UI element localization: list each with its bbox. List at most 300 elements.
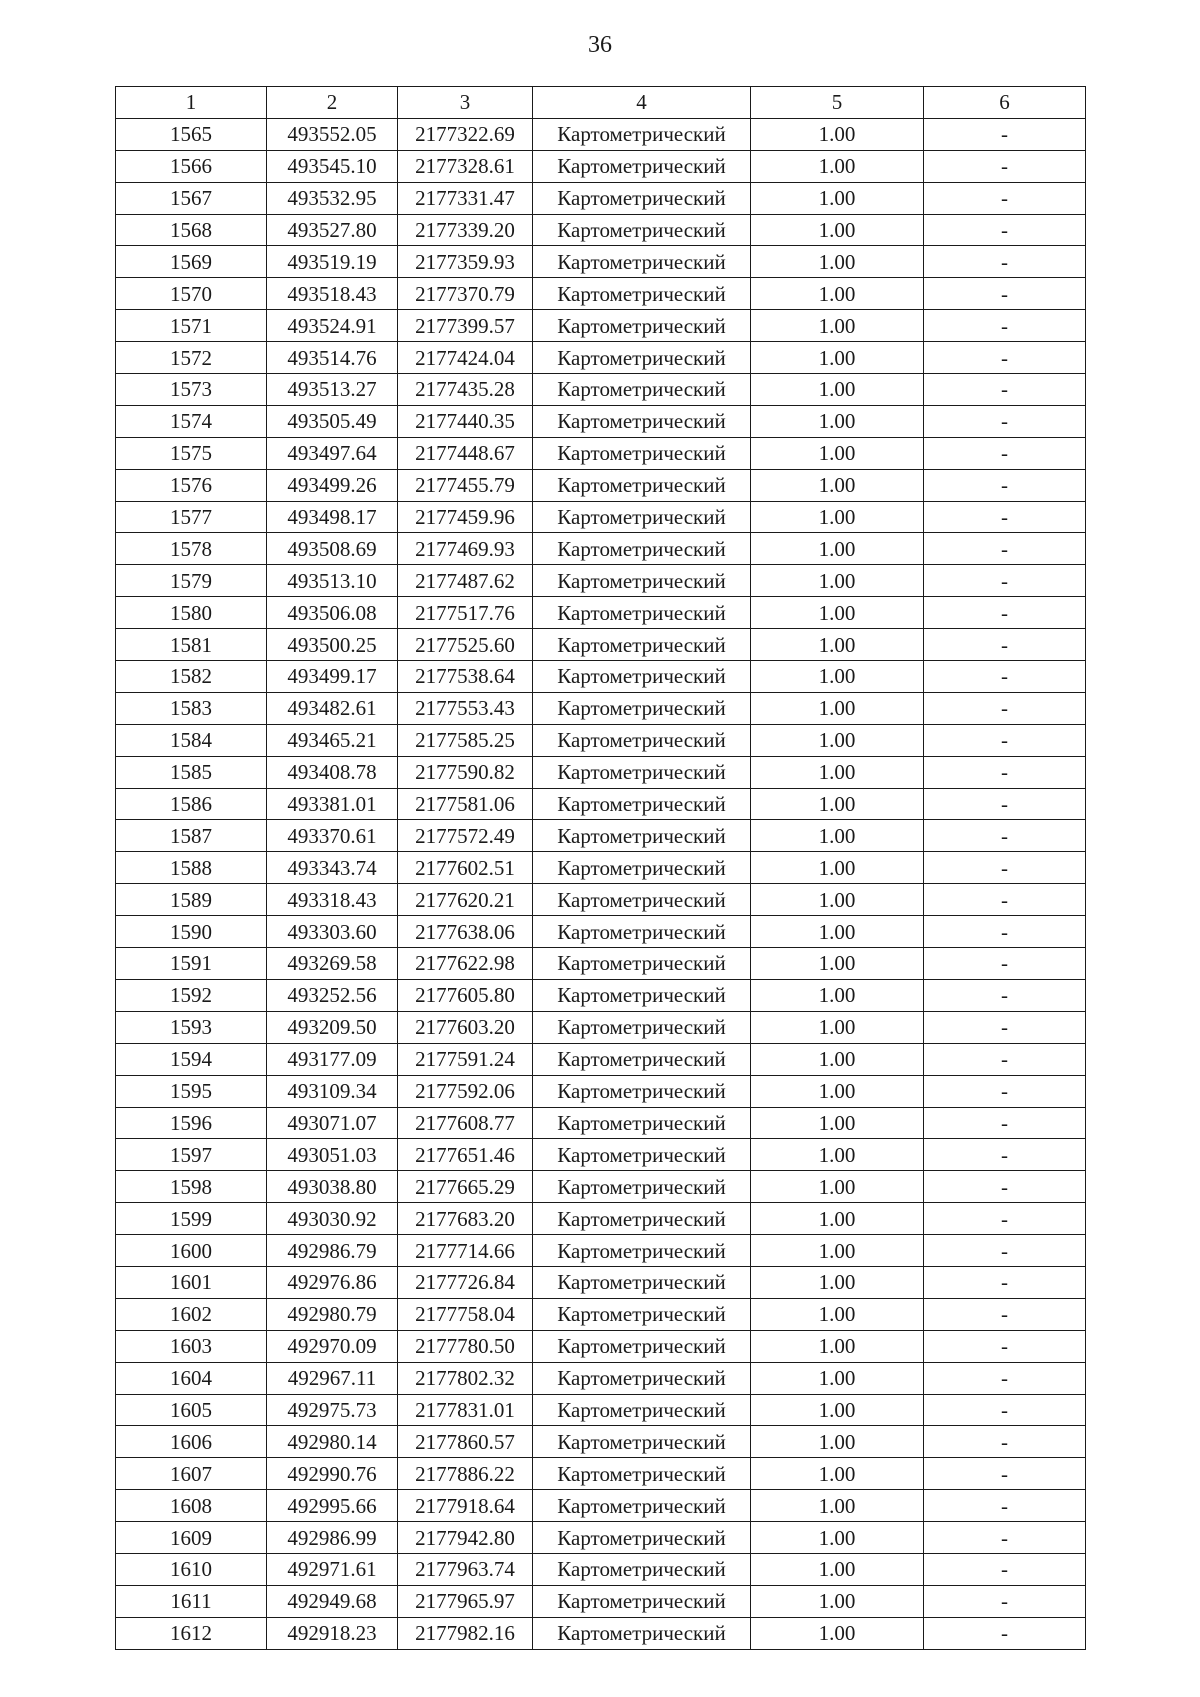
x-coordinate-cell: 493552.05 — [267, 118, 398, 150]
y-coordinate-cell: 2177665.29 — [398, 1171, 533, 1203]
point-number-cell: 1569 — [116, 246, 267, 278]
accuracy-cell: 1.00 — [751, 310, 924, 342]
y-coordinate-cell: 2177780.50 — [398, 1330, 533, 1362]
x-coordinate-cell: 492980.14 — [267, 1426, 398, 1458]
point-number-cell: 1579 — [116, 565, 267, 597]
accuracy-cell: 1.00 — [751, 118, 924, 150]
y-coordinate-cell: 2177572.49 — [398, 820, 533, 852]
accuracy-cell: 1.00 — [751, 214, 924, 246]
x-coordinate-cell: 492918.23 — [267, 1617, 398, 1649]
x-coordinate-cell: 493408.78 — [267, 756, 398, 788]
column-header-4: 4 — [533, 87, 751, 119]
accuracy-cell: 1.00 — [751, 1298, 924, 1330]
table-row — [116, 1011, 1086, 1043]
x-coordinate-cell: 493318.43 — [267, 884, 398, 916]
table-row — [116, 405, 1086, 437]
table-row — [116, 1394, 1086, 1426]
point-number-cell: 1607 — [116, 1458, 267, 1490]
table-row — [116, 1203, 1086, 1235]
note-cell: - — [924, 629, 1086, 661]
point-number-cell: 1570 — [116, 278, 267, 310]
method-cell: Картометрический — [533, 1490, 751, 1522]
method-cell: Картометрический — [533, 533, 751, 565]
accuracy-cell: 1.00 — [751, 501, 924, 533]
note-cell: - — [924, 1490, 1086, 1522]
point-number-cell: 1582 — [116, 661, 267, 693]
accuracy-cell: 1.00 — [751, 533, 924, 565]
accuracy-cell: 1.00 — [751, 692, 924, 724]
accuracy-cell: 1.00 — [751, 1522, 924, 1554]
note-cell: - — [924, 1330, 1086, 1362]
y-coordinate-cell: 2177538.64 — [398, 661, 533, 693]
table-row — [116, 1490, 1086, 1522]
method-cell: Картометрический — [533, 374, 751, 406]
point-number-cell: 1596 — [116, 1107, 267, 1139]
x-coordinate-cell: 493252.56 — [267, 979, 398, 1011]
method-cell: Картометрический — [533, 150, 751, 182]
x-coordinate-cell: 493498.17 — [267, 501, 398, 533]
accuracy-cell: 1.00 — [751, 437, 924, 469]
point-number-cell: 1573 — [116, 374, 267, 406]
note-cell: - — [924, 1043, 1086, 1075]
note-cell: - — [924, 310, 1086, 342]
note-cell: - — [924, 1426, 1086, 1458]
point-number-cell: 1589 — [116, 884, 267, 916]
x-coordinate-cell: 493071.07 — [267, 1107, 398, 1139]
method-cell: Картометрический — [533, 884, 751, 916]
accuracy-cell: 1.00 — [751, 884, 924, 916]
accuracy-cell: 1.00 — [751, 1139, 924, 1171]
accuracy-cell: 1.00 — [751, 150, 924, 182]
accuracy-cell: 1.00 — [751, 1617, 924, 1649]
y-coordinate-cell: 2177605.80 — [398, 979, 533, 1011]
table-row — [116, 150, 1086, 182]
accuracy-cell: 1.00 — [751, 1585, 924, 1617]
table-row — [116, 533, 1086, 565]
method-cell: Картометрический — [533, 1617, 751, 1649]
accuracy-cell: 1.00 — [751, 1394, 924, 1426]
x-coordinate-cell: 492971.61 — [267, 1553, 398, 1585]
method-cell: Картометрический — [533, 501, 751, 533]
point-number-cell: 1575 — [116, 437, 267, 469]
point-number-cell: 1603 — [116, 1330, 267, 1362]
y-coordinate-cell: 2177487.62 — [398, 565, 533, 597]
accuracy-cell: 1.00 — [751, 182, 924, 214]
accuracy-cell: 1.00 — [751, 916, 924, 948]
method-cell: Картометрический — [533, 565, 751, 597]
note-cell: - — [924, 246, 1086, 278]
table-header — [116, 87, 1086, 119]
table-row — [116, 1235, 1086, 1267]
y-coordinate-cell: 2177608.77 — [398, 1107, 533, 1139]
x-coordinate-cell: 493532.95 — [267, 182, 398, 214]
accuracy-cell: 1.00 — [751, 724, 924, 756]
table-row — [116, 1266, 1086, 1298]
accuracy-cell: 1.00 — [751, 405, 924, 437]
note-cell: - — [924, 533, 1086, 565]
x-coordinate-cell: 492995.66 — [267, 1490, 398, 1522]
table-row — [116, 1617, 1086, 1649]
accuracy-cell: 1.00 — [751, 1266, 924, 1298]
note-cell: - — [924, 1553, 1086, 1585]
point-number-cell: 1568 — [116, 214, 267, 246]
y-coordinate-cell: 2177455.79 — [398, 469, 533, 501]
x-coordinate-cell: 492990.76 — [267, 1458, 398, 1490]
x-coordinate-cell: 493030.92 — [267, 1203, 398, 1235]
y-coordinate-cell: 2177370.79 — [398, 278, 533, 310]
accuracy-cell: 1.00 — [751, 1107, 924, 1139]
accuracy-cell: 1.00 — [751, 820, 924, 852]
y-coordinate-cell: 2177435.28 — [398, 374, 533, 406]
point-number-cell: 1611 — [116, 1585, 267, 1617]
table-row — [116, 661, 1086, 693]
y-coordinate-cell: 2177918.64 — [398, 1490, 533, 1522]
table-row — [116, 1075, 1086, 1107]
method-cell: Картометрический — [533, 1107, 751, 1139]
y-coordinate-cell: 2177328.61 — [398, 150, 533, 182]
y-coordinate-cell: 2177525.60 — [398, 629, 533, 661]
point-number-cell: 1567 — [116, 182, 267, 214]
x-coordinate-cell: 493109.34 — [267, 1075, 398, 1107]
point-number-cell: 1588 — [116, 852, 267, 884]
accuracy-cell: 1.00 — [751, 1011, 924, 1043]
note-cell: - — [924, 1522, 1086, 1554]
point-number-cell: 1598 — [116, 1171, 267, 1203]
x-coordinate-cell: 493038.80 — [267, 1171, 398, 1203]
note-cell: - — [924, 1394, 1086, 1426]
method-cell: Картометрический — [533, 1522, 751, 1554]
point-number-cell: 1599 — [116, 1203, 267, 1235]
accuracy-cell: 1.00 — [751, 979, 924, 1011]
method-cell: Картометрический — [533, 214, 751, 246]
y-coordinate-cell: 2177963.74 — [398, 1553, 533, 1585]
y-coordinate-cell: 2177802.32 — [398, 1362, 533, 1394]
table-row — [116, 469, 1086, 501]
note-cell: - — [924, 820, 1086, 852]
method-cell: Картометрический — [533, 1171, 751, 1203]
accuracy-cell: 1.00 — [751, 948, 924, 980]
method-cell: Картометрический — [533, 724, 751, 756]
table-row — [116, 1298, 1086, 1330]
table-row — [116, 1171, 1086, 1203]
y-coordinate-cell: 2177638.06 — [398, 916, 533, 948]
note-cell: - — [924, 1107, 1086, 1139]
accuracy-cell: 1.00 — [751, 788, 924, 820]
note-cell: - — [924, 469, 1086, 501]
header-row — [116, 87, 1086, 119]
method-cell: Картометрический — [533, 118, 751, 150]
accuracy-cell: 1.00 — [751, 278, 924, 310]
y-coordinate-cell: 2177982.16 — [398, 1617, 533, 1649]
accuracy-cell: 1.00 — [751, 374, 924, 406]
x-coordinate-cell: 492986.79 — [267, 1235, 398, 1267]
accuracy-cell: 1.00 — [751, 1362, 924, 1394]
y-coordinate-cell: 2177424.04 — [398, 342, 533, 374]
y-coordinate-cell: 2177831.01 — [398, 1394, 533, 1426]
note-cell: - — [924, 1171, 1086, 1203]
y-coordinate-cell: 2177592.06 — [398, 1075, 533, 1107]
table-row — [116, 788, 1086, 820]
x-coordinate-cell: 493513.27 — [267, 374, 398, 406]
y-coordinate-cell: 2177714.66 — [398, 1235, 533, 1267]
accuracy-cell: 1.00 — [751, 629, 924, 661]
method-cell: Картометрический — [533, 1553, 751, 1585]
table-row — [116, 692, 1086, 724]
accuracy-cell: 1.00 — [751, 1553, 924, 1585]
note-cell: - — [924, 1011, 1086, 1043]
point-number-cell: 1580 — [116, 597, 267, 629]
point-number-cell: 1600 — [116, 1235, 267, 1267]
table-row — [116, 1330, 1086, 1362]
note-cell: - — [924, 756, 1086, 788]
note-cell: - — [924, 1458, 1086, 1490]
method-cell: Картометрический — [533, 1075, 751, 1107]
table-row — [116, 437, 1086, 469]
accuracy-cell: 1.00 — [751, 1458, 924, 1490]
table-row — [116, 118, 1086, 150]
method-cell: Картометрический — [533, 310, 751, 342]
x-coordinate-cell: 492967.11 — [267, 1362, 398, 1394]
accuracy-cell: 1.00 — [751, 246, 924, 278]
x-coordinate-cell: 493209.50 — [267, 1011, 398, 1043]
table-row — [116, 948, 1086, 980]
x-coordinate-cell: 493500.25 — [267, 629, 398, 661]
method-cell: Картометрический — [533, 756, 751, 788]
y-coordinate-cell: 2177590.82 — [398, 756, 533, 788]
table-row — [116, 916, 1086, 948]
accuracy-cell: 1.00 — [751, 1235, 924, 1267]
y-coordinate-cell: 2177620.21 — [398, 884, 533, 916]
point-number-cell: 1576 — [116, 469, 267, 501]
note-cell: - — [924, 661, 1086, 693]
x-coordinate-cell: 493513.10 — [267, 565, 398, 597]
note-cell: - — [924, 1266, 1086, 1298]
method-cell: Картометрический — [533, 278, 751, 310]
note-cell: - — [924, 1617, 1086, 1649]
method-cell: Картометрический — [533, 629, 751, 661]
point-number-cell: 1612 — [116, 1617, 267, 1649]
x-coordinate-cell: 493514.76 — [267, 342, 398, 374]
note-cell: - — [924, 565, 1086, 597]
note-cell: - — [924, 948, 1086, 980]
table-row — [116, 1362, 1086, 1394]
method-cell: Картометрический — [533, 1362, 751, 1394]
method-cell: Картометрический — [533, 469, 751, 501]
y-coordinate-cell: 2177683.20 — [398, 1203, 533, 1235]
method-cell: Картометрический — [533, 1394, 751, 1426]
accuracy-cell: 1.00 — [751, 1171, 924, 1203]
accuracy-cell: 1.00 — [751, 756, 924, 788]
x-coordinate-cell: 492976.86 — [267, 1266, 398, 1298]
y-coordinate-cell: 2177602.51 — [398, 852, 533, 884]
method-cell: Картометрический — [533, 1426, 751, 1458]
table-row — [116, 565, 1086, 597]
y-coordinate-cell: 2177965.97 — [398, 1585, 533, 1617]
y-coordinate-cell: 2177585.25 — [398, 724, 533, 756]
x-coordinate-cell: 492975.73 — [267, 1394, 398, 1426]
accuracy-cell: 1.00 — [751, 1043, 924, 1075]
method-cell: Картометрический — [533, 788, 751, 820]
table-row — [116, 1553, 1086, 1585]
y-coordinate-cell: 2177322.69 — [398, 118, 533, 150]
y-coordinate-cell: 2177440.35 — [398, 405, 533, 437]
method-cell: Картометрический — [533, 916, 751, 948]
x-coordinate-cell: 493177.09 — [267, 1043, 398, 1075]
point-number-cell: 1583 — [116, 692, 267, 724]
method-cell: Картометрический — [533, 1330, 751, 1362]
note-cell: - — [924, 788, 1086, 820]
x-coordinate-cell: 493370.61 — [267, 820, 398, 852]
table-row — [116, 278, 1086, 310]
method-cell: Картометрический — [533, 1458, 751, 1490]
y-coordinate-cell: 2177448.67 — [398, 437, 533, 469]
y-coordinate-cell: 2177517.76 — [398, 597, 533, 629]
note-cell: - — [924, 182, 1086, 214]
method-cell: Картометрический — [533, 437, 751, 469]
x-coordinate-cell: 493482.61 — [267, 692, 398, 724]
column-header-2: 2 — [267, 87, 398, 119]
method-cell: Картометрический — [533, 597, 751, 629]
point-number-cell: 1574 — [116, 405, 267, 437]
method-cell: Картометрический — [533, 1203, 751, 1235]
method-cell: Картометрический — [533, 342, 751, 374]
method-cell: Картометрический — [533, 1235, 751, 1267]
column-header-1: 1 — [116, 87, 267, 119]
note-cell: - — [924, 278, 1086, 310]
x-coordinate-cell: 493497.64 — [267, 437, 398, 469]
x-coordinate-cell: 493381.01 — [267, 788, 398, 820]
point-number-cell: 1566 — [116, 150, 267, 182]
table-row — [116, 979, 1086, 1011]
accuracy-cell: 1.00 — [751, 469, 924, 501]
table-row — [116, 1107, 1086, 1139]
x-coordinate-cell: 493465.21 — [267, 724, 398, 756]
note-cell: - — [924, 852, 1086, 884]
point-number-cell: 1608 — [116, 1490, 267, 1522]
point-number-cell: 1577 — [116, 501, 267, 533]
point-number-cell: 1601 — [116, 1266, 267, 1298]
point-number-cell: 1602 — [116, 1298, 267, 1330]
y-coordinate-cell: 2177339.20 — [398, 214, 533, 246]
table-row — [116, 1139, 1086, 1171]
coordinates-table — [115, 86, 1086, 1650]
x-coordinate-cell: 492986.99 — [267, 1522, 398, 1554]
table-row — [116, 182, 1086, 214]
y-coordinate-cell: 2177399.57 — [398, 310, 533, 342]
note-cell: - — [924, 1203, 1086, 1235]
point-number-cell: 1605 — [116, 1394, 267, 1426]
method-cell: Картометрический — [533, 1585, 751, 1617]
point-number-cell: 1610 — [116, 1553, 267, 1585]
accuracy-cell: 1.00 — [751, 342, 924, 374]
note-cell: - — [924, 342, 1086, 374]
y-coordinate-cell: 2177581.06 — [398, 788, 533, 820]
note-cell: - — [924, 1139, 1086, 1171]
x-coordinate-cell: 493499.17 — [267, 661, 398, 693]
x-coordinate-cell: 493524.91 — [267, 310, 398, 342]
y-coordinate-cell: 2177651.46 — [398, 1139, 533, 1171]
column-header-6: 6 — [924, 87, 1086, 119]
accuracy-cell: 1.00 — [751, 1075, 924, 1107]
x-coordinate-cell: 493508.69 — [267, 533, 398, 565]
method-cell: Картометрический — [533, 661, 751, 693]
point-number-cell: 1595 — [116, 1075, 267, 1107]
note-cell: - — [924, 1075, 1086, 1107]
note-cell: - — [924, 724, 1086, 756]
page-number: 36 — [588, 32, 612, 58]
method-cell: Картометрический — [533, 246, 751, 278]
note-cell: - — [924, 1235, 1086, 1267]
accuracy-cell: 1.00 — [751, 597, 924, 629]
y-coordinate-cell: 2177469.93 — [398, 533, 533, 565]
accuracy-cell: 1.00 — [751, 1490, 924, 1522]
table-body — [116, 118, 1086, 1649]
y-coordinate-cell: 2177622.98 — [398, 948, 533, 980]
note-cell: - — [924, 501, 1086, 533]
table-row — [116, 1426, 1086, 1458]
table-row — [116, 214, 1086, 246]
y-coordinate-cell: 2177726.84 — [398, 1266, 533, 1298]
y-coordinate-cell: 2177603.20 — [398, 1011, 533, 1043]
y-coordinate-cell: 2177331.47 — [398, 182, 533, 214]
method-cell: Картометрический — [533, 948, 751, 980]
x-coordinate-cell: 493343.74 — [267, 852, 398, 884]
method-cell: Картометрический — [533, 852, 751, 884]
point-number-cell: 1604 — [116, 1362, 267, 1394]
x-coordinate-cell: 493518.43 — [267, 278, 398, 310]
point-number-cell: 1590 — [116, 916, 267, 948]
note-cell: - — [924, 597, 1086, 629]
y-coordinate-cell: 2177459.96 — [398, 501, 533, 533]
x-coordinate-cell: 493506.08 — [267, 597, 398, 629]
note-cell: - — [924, 405, 1086, 437]
point-number-cell: 1584 — [116, 724, 267, 756]
note-cell: - — [924, 979, 1086, 1011]
x-coordinate-cell: 493303.60 — [267, 916, 398, 948]
note-cell: - — [924, 150, 1086, 182]
x-coordinate-cell: 493051.03 — [267, 1139, 398, 1171]
method-cell: Картометрический — [533, 1043, 751, 1075]
accuracy-cell: 1.00 — [751, 661, 924, 693]
y-coordinate-cell: 2177886.22 — [398, 1458, 533, 1490]
x-coordinate-cell: 493269.58 — [267, 948, 398, 980]
table-row — [116, 342, 1086, 374]
method-cell: Картометрический — [533, 1011, 751, 1043]
method-cell: Картометрический — [533, 1139, 751, 1171]
point-number-cell: 1585 — [116, 756, 267, 788]
note-cell: - — [924, 1298, 1086, 1330]
x-coordinate-cell: 493519.19 — [267, 246, 398, 278]
note-cell: - — [924, 1362, 1086, 1394]
note-cell: - — [924, 118, 1086, 150]
note-cell: - — [924, 1585, 1086, 1617]
point-number-cell: 1606 — [116, 1426, 267, 1458]
point-number-cell: 1591 — [116, 948, 267, 980]
point-number-cell: 1592 — [116, 979, 267, 1011]
column-header-5: 5 — [751, 87, 924, 119]
table-row — [116, 629, 1086, 661]
note-cell: - — [924, 692, 1086, 724]
table-row — [116, 1585, 1086, 1617]
point-number-cell: 1593 — [116, 1011, 267, 1043]
table-row — [116, 852, 1086, 884]
point-number-cell: 1609 — [116, 1522, 267, 1554]
point-number-cell: 1578 — [116, 533, 267, 565]
table-row — [116, 724, 1086, 756]
note-cell: - — [924, 884, 1086, 916]
point-number-cell: 1597 — [116, 1139, 267, 1171]
y-coordinate-cell: 2177359.93 — [398, 246, 533, 278]
